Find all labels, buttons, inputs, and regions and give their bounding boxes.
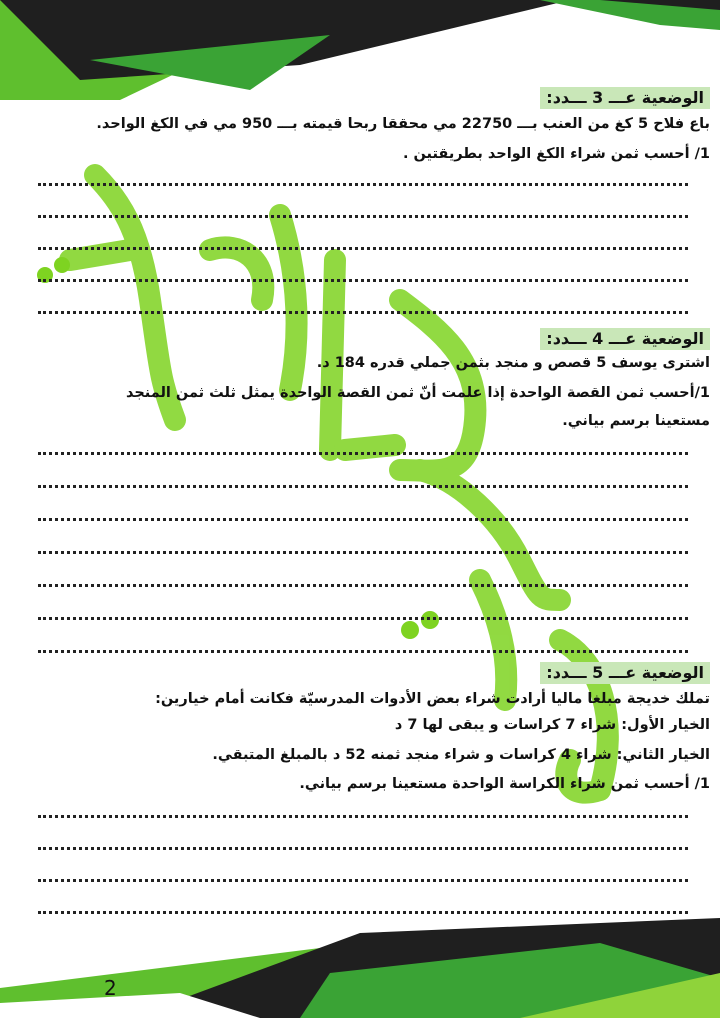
answer-line xyxy=(38,879,688,882)
answer-line xyxy=(38,551,688,554)
section-4-line-2: 1/أحسب ثمن القصة الواحدة إذا علمت أنّ ثمن القصة الواحدة يمثل ثلث ثمن المنجد xyxy=(125,385,710,401)
page-number: 2 xyxy=(104,976,117,1000)
answer-line xyxy=(38,311,688,314)
section-5-line-2: الخيار الأول: شراء 7 كراسات و يبقى لها 7 د xyxy=(394,717,710,733)
answer-line xyxy=(38,847,688,850)
answer-line xyxy=(38,584,688,587)
answer-line xyxy=(38,452,688,455)
section-3-line-2: 1/ أحسب ثمن شراء الكغ الواحد بطريقتين . xyxy=(402,146,710,162)
answer-line xyxy=(38,247,688,250)
section-5-title: الوضعية عـــ 5 ـــدد: xyxy=(540,662,710,684)
section-3-title: الوضعية عـــ 3 ـــدد: xyxy=(540,87,710,109)
answer-line xyxy=(38,617,688,620)
section-5-line-4: 1/ أحسب ثمن شراء الكراسة الواحدة مستعينا برسم بياني. xyxy=(299,776,710,792)
answer-line xyxy=(38,650,688,653)
answer-line xyxy=(38,518,688,521)
answer-line xyxy=(38,183,688,186)
answer-line xyxy=(38,215,688,218)
answer-line xyxy=(38,485,688,488)
section-4-line-3: مستعينا برسم بياني. xyxy=(562,413,710,429)
section-4-title: الوضعية عـــ 4 ـــدد: xyxy=(540,328,710,350)
section-4-line-1: اشترى يوسف 5 قصص و منجد بثمن جملي قدره 184 د. xyxy=(316,355,710,371)
answer-line xyxy=(38,279,688,282)
section-3-line-1: باع فلاح 5 كغ من العنب بـــ 22750 مي محققا ربحا قيمته بـــ 950 مي في الكغ الواحد. xyxy=(96,116,710,132)
section-5-line-3: الخيار الثاني: شراء 4 كراسات و شراء منجد ثمنه 52 د بالمبلغ المتبقي. xyxy=(212,747,710,763)
answer-line xyxy=(38,815,688,818)
answer-line xyxy=(38,911,688,914)
section-5-line-1: تملك خديجة مبلغا ماليا أرادت شراء بعض الأدوات المدرسيّة فكانت أمام خيارين: xyxy=(155,691,710,707)
